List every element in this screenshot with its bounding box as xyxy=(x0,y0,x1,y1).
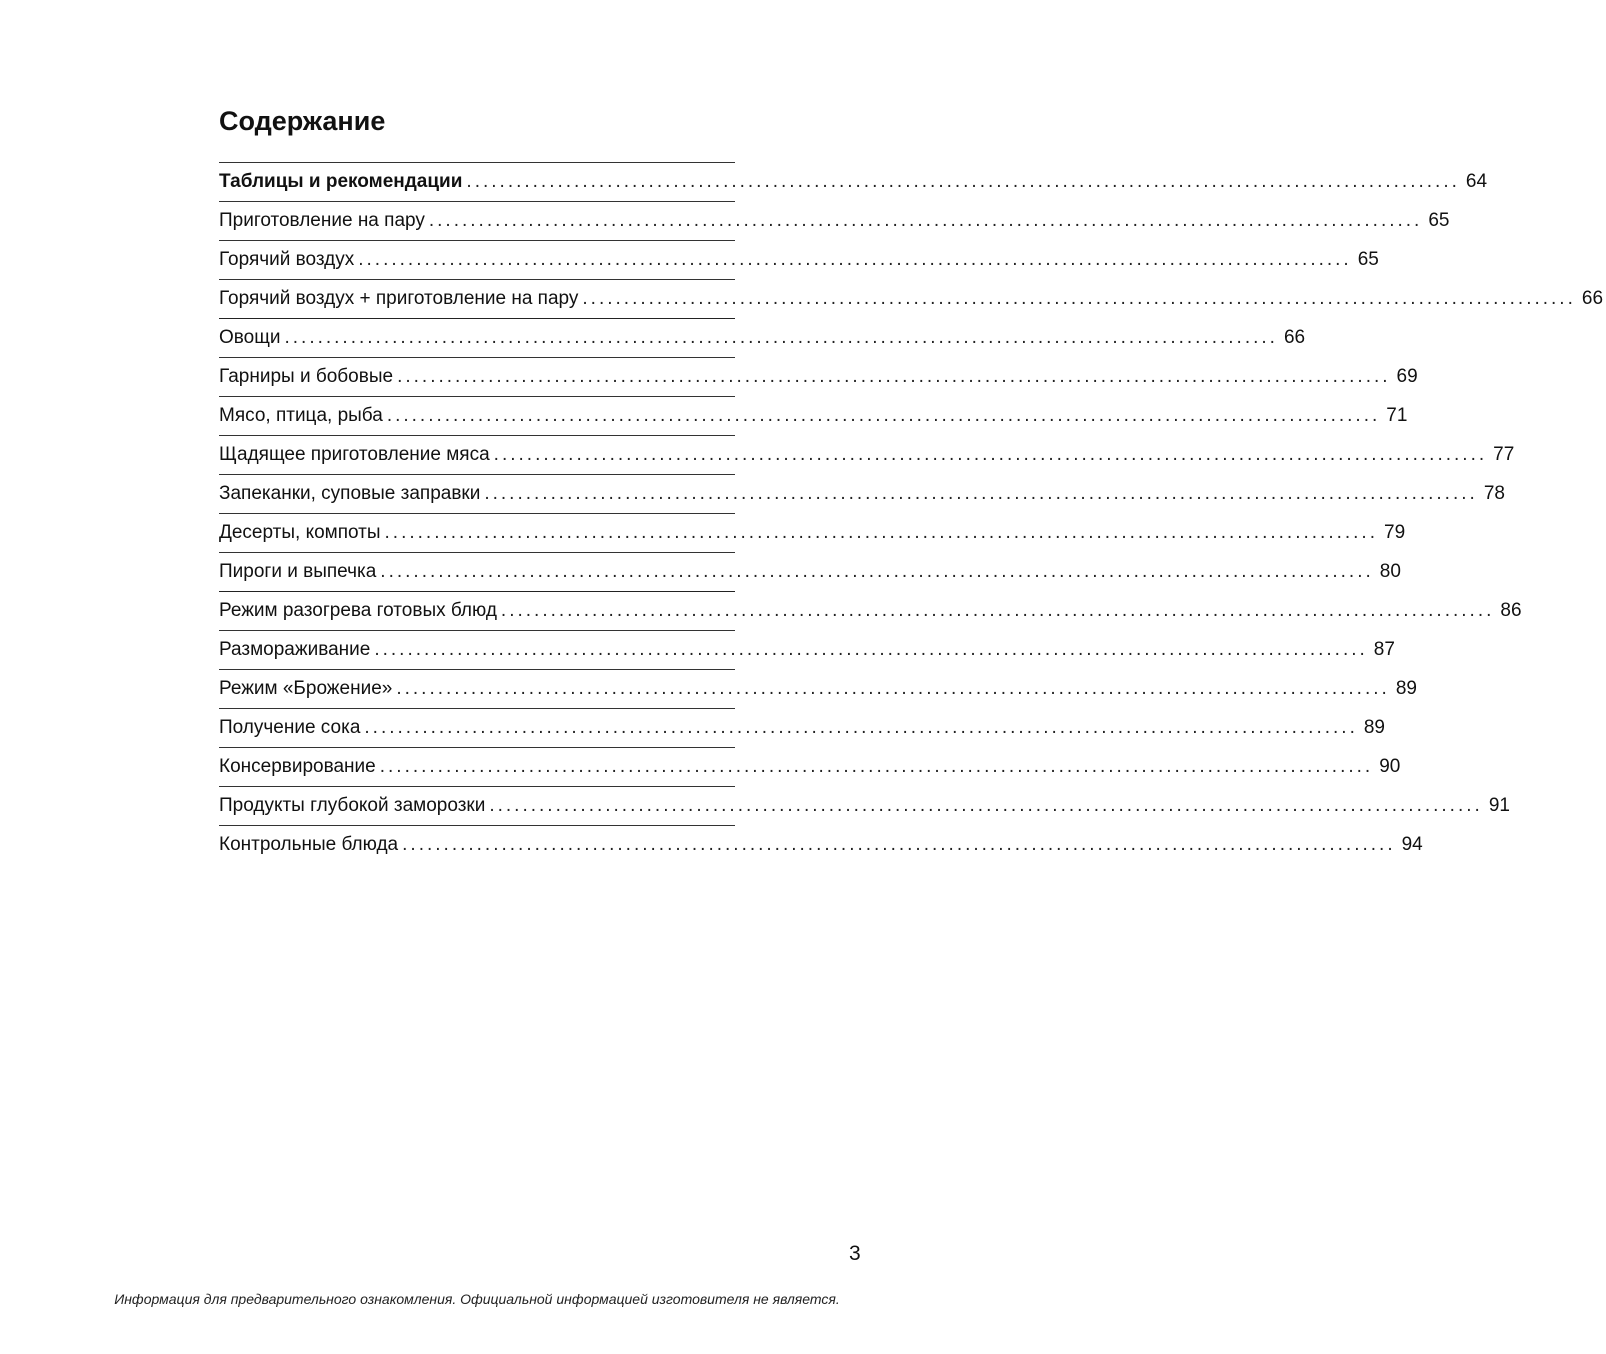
toc-entry-page: 64 xyxy=(1465,171,1488,192)
page-number: 3 xyxy=(849,1242,861,1265)
toc-entry-page: 94 xyxy=(1401,834,1423,855)
toc-entry-page: 87 xyxy=(1373,639,1395,660)
dot-leader: ........................................................................................................................ xyxy=(386,405,1381,426)
toc-entry[interactable] xyxy=(219,202,1450,241)
dot-leader: ........................................................................................................................ xyxy=(396,678,1390,699)
toc-entry-label: Гарниры и бобовые xyxy=(219,366,394,387)
dot-leader: ........................................................................................................................ xyxy=(284,327,1278,348)
toc-entry-label: Приготовление на пару xyxy=(219,210,425,231)
dot-leader: ........................................................................................................................ xyxy=(397,366,1391,387)
toc-entry-page: 86 xyxy=(1500,600,1522,621)
dot-leader: ........................................................................................................................ xyxy=(358,249,1352,270)
toc-entry[interactable] xyxy=(219,592,1522,631)
toc-entry[interactable] xyxy=(219,709,1385,748)
toc-entry-page: 65 xyxy=(1428,210,1450,231)
toc-entry[interactable] xyxy=(219,553,1401,592)
toc-entry[interactable] xyxy=(219,631,1395,670)
toc-entry-label: Десерты, компоты xyxy=(219,522,381,543)
toc-entry-page: 91 xyxy=(1488,795,1510,816)
toc-entry[interactable] xyxy=(219,475,1505,514)
dot-leader: ........................................................................................................................ xyxy=(379,756,1374,777)
dot-leader: ........................................................................................................................ xyxy=(374,639,1368,660)
toc-entry-page: 65 xyxy=(1357,249,1379,270)
toc-entry-label: Режим разогрева готовых блюд xyxy=(219,600,497,621)
dot-leader: ........................................................................................................................ xyxy=(582,288,1576,309)
toc-entry-label: Контрольные блюда xyxy=(219,834,399,855)
dot-leader: ........................................................................................................................ xyxy=(384,522,1378,543)
toc-entry-page: 79 xyxy=(1384,522,1406,543)
toc-entry-page: 80 xyxy=(1379,561,1401,582)
toc-entry-page: 78 xyxy=(1483,483,1505,504)
disclaimer-footer: Информация для предварительного ознакомления. Официальной информацией изготовителя не является. xyxy=(114,1291,840,1307)
toc-entry[interactable] xyxy=(219,241,1379,280)
toc-entry-page: 90 xyxy=(1379,756,1401,777)
dot-leader: ........................................................................................................................ xyxy=(493,444,1488,465)
dot-leader: ........................................................................................................................ xyxy=(380,561,1374,582)
dot-leader: ........................................................................................................................ xyxy=(364,717,1358,738)
toc-entry[interactable] xyxy=(219,670,1417,709)
toc-entry[interactable] xyxy=(219,787,1510,826)
toc-entry-label: Горячий воздух + приготовление на пару xyxy=(219,288,579,309)
toc-entry-page: 71 xyxy=(1386,405,1408,426)
toc-entry-label: Мясо, птица, рыба xyxy=(219,405,383,426)
dot-leader: ........................................................................................................................ xyxy=(402,834,1396,855)
toc-entry-label: Горячий воздух xyxy=(219,249,355,270)
toc-entry-page: 69 xyxy=(1396,366,1418,387)
toc-entry[interactable] xyxy=(219,436,1515,475)
toc-entry[interactable] xyxy=(219,358,1418,397)
toc-entry[interactable] xyxy=(219,163,1488,202)
toc-entry[interactable] xyxy=(219,397,1408,436)
toc-entry-label: Щадящее приготовление мяса xyxy=(219,444,490,465)
toc-entry-page: 66 xyxy=(1283,327,1306,348)
table-of-contents xyxy=(219,162,1604,864)
toc-entry[interactable] xyxy=(219,514,1406,553)
dot-leader: ........................................................................................................................ xyxy=(428,210,1423,231)
toc-entry[interactable] xyxy=(219,748,1401,787)
toc-entry-label: Продукты глубокой заморозки xyxy=(219,795,486,816)
toc-entry-label: Таблицы и рекомендации xyxy=(219,171,463,192)
toc-entry-label: Размораживание xyxy=(219,639,371,660)
toc-entry[interactable] xyxy=(219,826,1423,864)
dot-leader: ........................................................................................................................ xyxy=(489,795,1483,816)
toc-entry-page: 89 xyxy=(1363,717,1385,738)
toc-entry[interactable] xyxy=(219,319,1306,358)
toc-entry-label: Овощи xyxy=(219,327,281,348)
dot-leader: ........................................................................................................................ xyxy=(484,483,1478,504)
toc-entry-label: Запеканки, суповые заправки xyxy=(219,483,481,504)
dot-leader: ........................................................................................................................ xyxy=(500,600,1495,621)
toc-entry[interactable] xyxy=(219,280,1604,319)
toc-entry-page: 66 xyxy=(1581,288,1604,309)
page-title: Содержание xyxy=(219,106,386,136)
toc-entry-label: Консервирование xyxy=(219,756,376,777)
toc-entry-label: Пироги и выпечка xyxy=(219,561,377,582)
toc-entry-label: Режим «Брожение» xyxy=(219,678,393,699)
toc-entry-label: Получение сока xyxy=(219,717,361,738)
toc-entry-page: 89 xyxy=(1395,678,1417,699)
toc-entry-page: 77 xyxy=(1493,444,1515,465)
dot-leader: ........................................................................................................................ xyxy=(466,171,1460,192)
